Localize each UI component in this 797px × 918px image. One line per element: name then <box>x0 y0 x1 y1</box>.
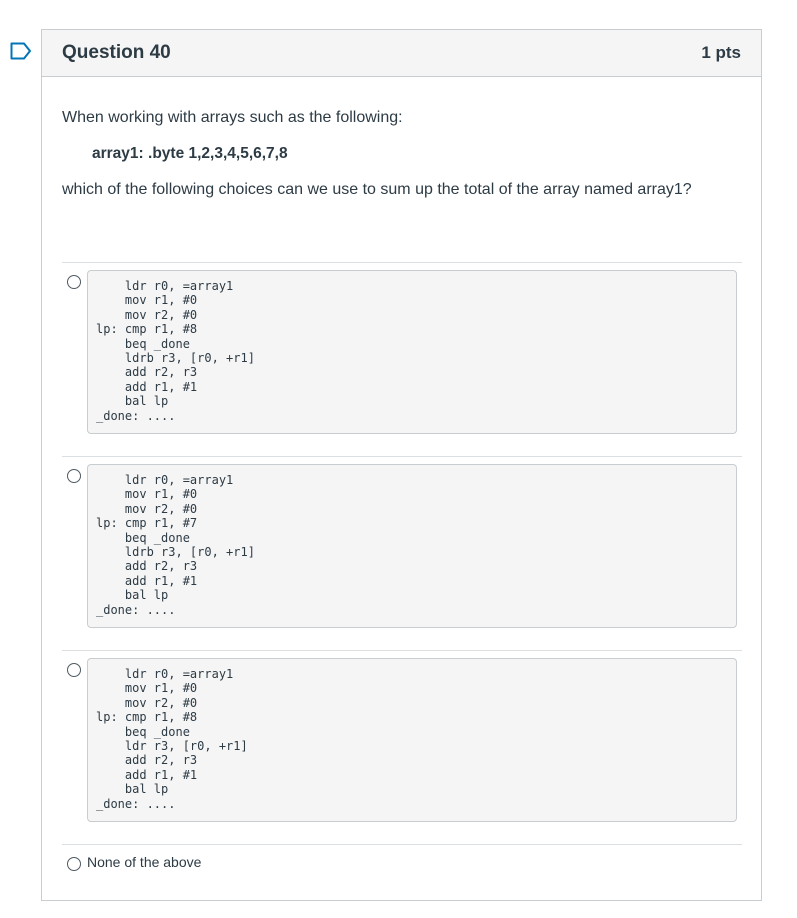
code-line: add r1, #1 <box>96 767 198 782</box>
question-prompt-question: which of the following choices can we use to sum up the total of the array named array1? <box>62 181 692 198</box>
answer-divider <box>62 456 742 457</box>
code-line: mov r2, #0 <box>96 501 198 516</box>
answer-code-block-1 <box>87 270 737 434</box>
answer-code-block-3 <box>87 658 737 822</box>
code-line: lp: cmp r1, #8 <box>96 322 198 337</box>
none-of-the-above-label[interactable]: None of the above <box>87 854 202 870</box>
answer-radio-2[interactable] <box>67 469 81 483</box>
code-line: beq _done <box>96 724 190 739</box>
question-title: Question 40 <box>62 42 171 63</box>
code-line: _done: .... <box>96 796 176 811</box>
code-line: add r1, #1 <box>96 573 198 588</box>
code-line: ldrb r3, [r0, +r1] <box>96 351 255 366</box>
code-line: bal lp <box>96 782 169 797</box>
question-card <box>41 29 762 901</box>
answer-divider <box>62 262 742 263</box>
answer-code-block-2 <box>87 464 737 628</box>
code-line: lp: cmp r1, #7 <box>96 516 198 531</box>
code-line: bal lp <box>96 394 169 409</box>
code-line: add r1, #1 <box>96 379 198 394</box>
code-line: _done: .... <box>96 408 176 423</box>
answer-radio-3[interactable] <box>67 663 81 677</box>
code-line: mov r1, #0 <box>96 487 198 502</box>
answer-divider <box>62 844 742 845</box>
answer-radio-1[interactable] <box>67 275 81 289</box>
code-line: beq _done <box>96 336 190 351</box>
code-line: _done: .... <box>96 602 176 617</box>
code-line: ldr r3, [r0, +r1] <box>96 739 248 754</box>
question-prompt-intro: When working with arrays such as the following: <box>62 109 403 126</box>
code-line: ldr r0, =array1 <box>96 473 234 487</box>
answer-divider <box>62 650 742 651</box>
question-points: 1 pts <box>701 43 741 62</box>
question-header <box>42 30 761 77</box>
code-line: add r2, r3 <box>96 559 198 574</box>
answer-radio-none[interactable] <box>67 857 81 871</box>
code-line: ldrb r3, [r0, +r1] <box>96 545 255 560</box>
bookmark-flag-icon[interactable] <box>10 42 32 60</box>
code-line: bal lp <box>96 588 169 603</box>
question-prompt-code: array1: .byte 1,2,3,4,5,6,7,8 <box>92 145 288 162</box>
code-line: mov r1, #0 <box>96 293 198 308</box>
code-line: beq _done <box>96 530 190 545</box>
code-line: mov r1, #0 <box>96 681 198 696</box>
code-line: add r2, r3 <box>96 365 198 380</box>
code-line: ldr r0, =array1 <box>96 667 234 681</box>
code-line: add r2, r3 <box>96 753 198 768</box>
code-line: lp: cmp r1, #8 <box>96 710 198 725</box>
code-line: ldr r0, =array1 <box>96 279 234 293</box>
code-line: mov r2, #0 <box>96 695 198 710</box>
code-line: mov r2, #0 <box>96 307 198 322</box>
